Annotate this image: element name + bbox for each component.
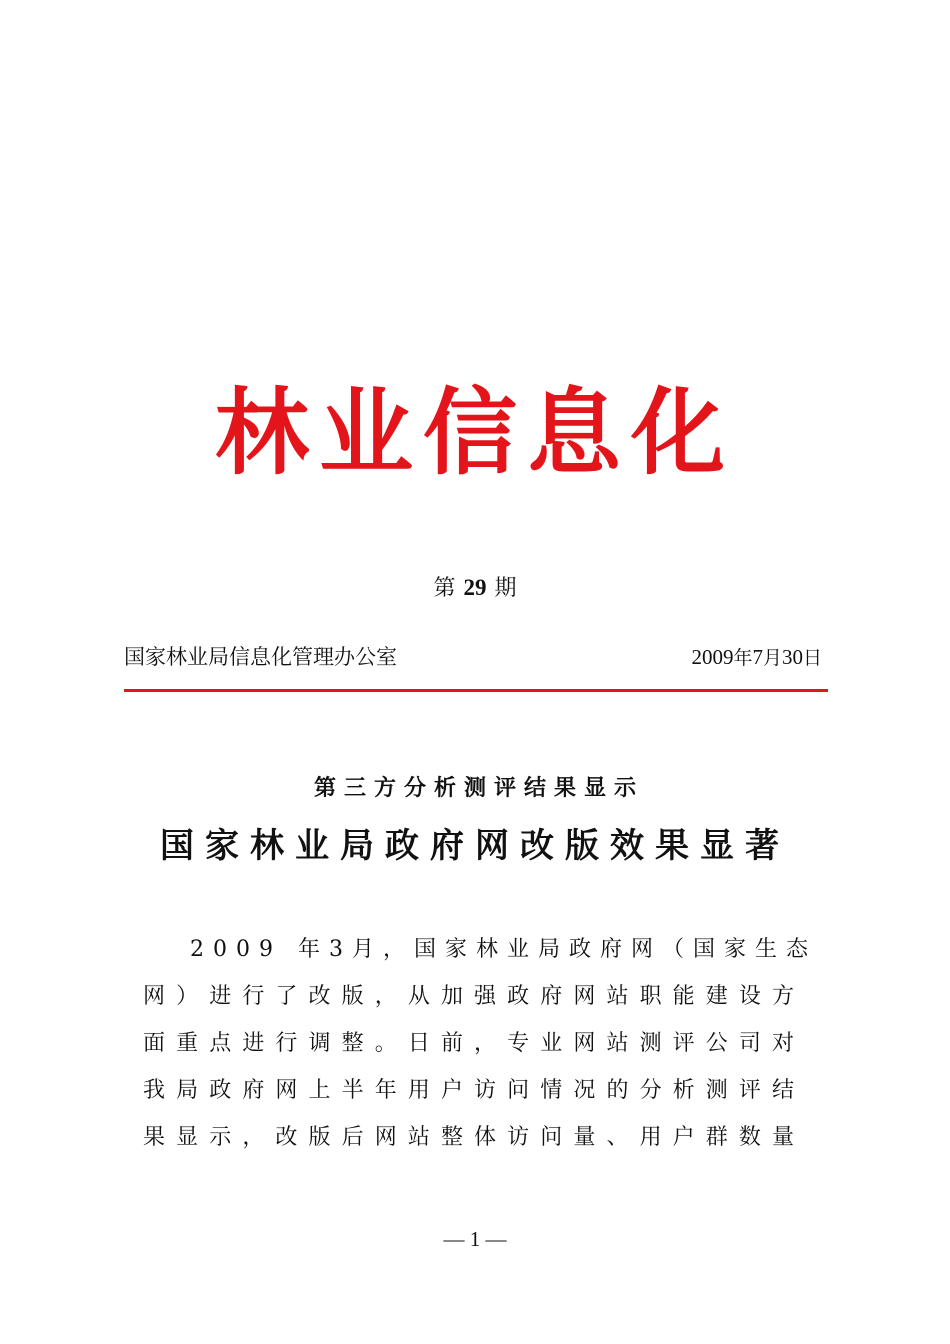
article-body [143,926,817,1161]
issue-value: 29 [463,575,487,600]
issue-number [0,572,950,605]
date-day-char: 日 [802,647,822,669]
article-headline: 国家林业局政府网改版效果显著 [160,826,790,866]
issue-date [691,642,822,673]
body-line: 我局政府网上半年用户访问情况的分析测评结 [143,1078,803,1103]
body-line: 果显示，改版后网站整体访问量、用户群数量 [143,1125,803,1150]
red-divider [124,689,828,692]
masthead-title: 林业信息化 [214,379,735,488]
article-subtitle: 第三方分析测评结果显示 [313,776,644,801]
date-month: 7 [752,645,763,669]
date-month-char: 月 [762,647,782,669]
body-line: 面重点进行调整。日前，专业网站测评公司对 [143,1031,803,1056]
issue-suffix: 期 [494,576,517,601]
body-line: 2009 年3月，国家林业局政府网（国家生态 [190,937,817,962]
date-day: 30 [781,645,803,669]
date-year: 2009 [691,645,734,669]
issue-prefix: 第 [433,576,456,601]
date-year-char: 年 [733,647,753,669]
issuing-office: 国家林业局信息化管理办公室 [124,645,397,669]
page-number: — 1 — [443,1227,507,1251]
body-line: 网）进行了改版，从加强政府网站职能建设方 [143,984,803,1009]
